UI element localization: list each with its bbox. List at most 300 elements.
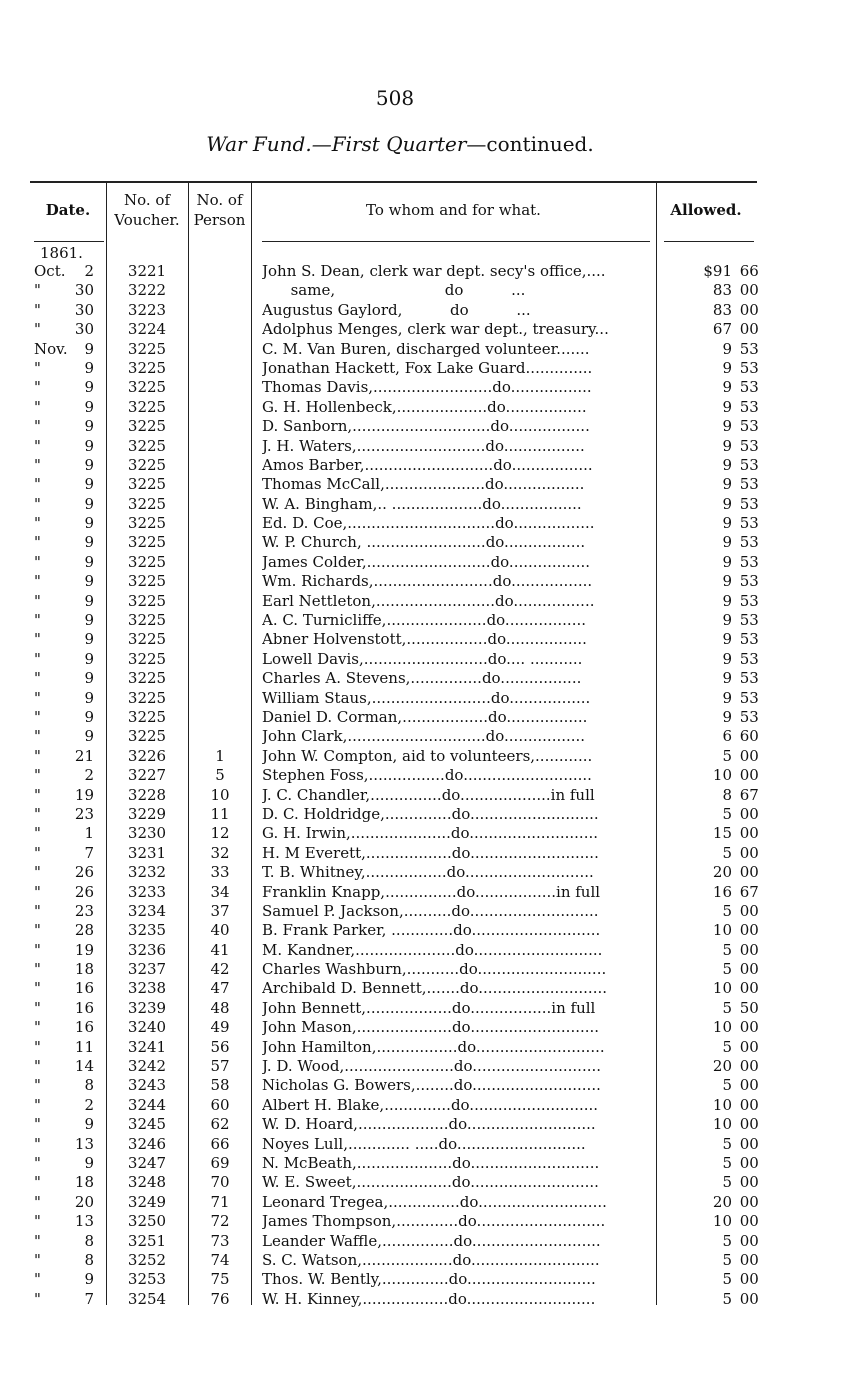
- row-description: Thos. W. Bently,..............do...........................: [262, 1270, 596, 1289]
- row-dollars: 9: [722, 514, 732, 533]
- row-day: 9: [84, 669, 94, 688]
- row-dollars: 9: [722, 475, 732, 494]
- table-row: [0, 960, 857, 979]
- row-day: 9: [84, 707, 94, 726]
- row-date: [34, 1193, 96, 1212]
- row-month: ": [34, 591, 41, 610]
- row-day: 9: [84, 1115, 94, 1134]
- row-day: 11: [74, 1037, 94, 1056]
- row-day: 9: [84, 572, 94, 591]
- table-row: [0, 1212, 857, 1231]
- row-day: 8: [84, 1250, 94, 1269]
- row-description: Thomas McCall,.....................do.................: [262, 475, 585, 494]
- row-person: 37: [210, 901, 230, 920]
- row-day: 9: [84, 688, 94, 707]
- table-row: [0, 262, 857, 281]
- row-person: 5: [215, 766, 225, 785]
- row-day: 9: [84, 591, 94, 610]
- table-row: [0, 495, 857, 514]
- row-month: ": [34, 843, 41, 862]
- table-row: [0, 1115, 857, 1134]
- row-day: 18: [74, 960, 94, 979]
- row-date: [34, 1212, 96, 1231]
- page-number: 508: [375, 86, 415, 110]
- row-description: Leonard Tregea,...............do...........................: [262, 1192, 607, 1211]
- row-dollars: 10: [712, 1095, 732, 1114]
- row-voucher: 3226: [127, 746, 167, 765]
- row-date: [34, 1154, 96, 1173]
- row-dollars: 5: [722, 1270, 732, 1289]
- row-dollars: 5: [722, 998, 732, 1017]
- row-date: [34, 1290, 96, 1309]
- row-day: 16: [74, 1018, 94, 1037]
- table-row: [0, 747, 857, 766]
- row-month: ": [34, 494, 41, 513]
- row-voucher: 3253: [127, 1270, 167, 1289]
- row-cents: 00: [739, 1076, 759, 1095]
- table-row: [0, 863, 857, 882]
- row-cents: 53: [739, 707, 759, 726]
- table-row: [0, 979, 857, 998]
- row-month: ": [34, 417, 41, 436]
- row-cents: 00: [739, 320, 759, 339]
- row-day: 14: [74, 1057, 94, 1076]
- row-allowed: [672, 1115, 757, 1134]
- row-voucher: 3225: [127, 552, 167, 571]
- row-month: ": [34, 979, 41, 998]
- row-allowed: [672, 1212, 757, 1231]
- row-cents: 67: [739, 882, 759, 901]
- row-month: ": [34, 940, 41, 959]
- row-person: 33: [210, 863, 230, 882]
- row-allowed: [672, 1057, 757, 1076]
- row-cents: 53: [739, 611, 759, 630]
- row-person: 49: [210, 1018, 230, 1037]
- table-row: [0, 1173, 857, 1192]
- table-row: [0, 1038, 857, 1057]
- row-voucher: 3225: [127, 475, 167, 494]
- row-description: Charles Washburn,...........do...........................: [262, 960, 607, 979]
- row-month: ": [34, 766, 41, 785]
- row-description: James Colder,..........................do.................: [262, 552, 590, 571]
- row-day: 1: [84, 824, 94, 843]
- row-month: ": [34, 1095, 41, 1114]
- row-voucher: 3221: [127, 262, 167, 280]
- row-month: ": [34, 1134, 41, 1153]
- row-date: [34, 553, 96, 572]
- row-day: 8: [84, 1076, 94, 1095]
- row-dollars: 5: [722, 1173, 732, 1192]
- row-allowed: [672, 863, 757, 882]
- row-date: [34, 437, 96, 456]
- row-person: 48: [210, 998, 230, 1017]
- header-rule: [262, 241, 650, 242]
- row-day: 9: [84, 339, 94, 358]
- row-dollars: 5: [722, 1250, 732, 1269]
- row-cents: 53: [739, 436, 759, 455]
- row-cents: 00: [739, 1115, 759, 1134]
- row-description: J. C. Chandler,...............do...................in full: [262, 785, 595, 804]
- row-voucher: 3227: [127, 766, 167, 785]
- row-dollars: 9: [722, 494, 732, 513]
- row-date: [34, 378, 96, 397]
- row-description: Nicholas G. Bowers,........do...........................: [262, 1076, 601, 1095]
- row-dollars: 20: [712, 1192, 732, 1211]
- table-row: [0, 320, 857, 339]
- table-row: [0, 301, 857, 320]
- row-date: [34, 1173, 96, 1192]
- row-voucher: 3230: [127, 824, 167, 843]
- row-cents: 50: [739, 998, 759, 1017]
- title-continued: —continued.: [466, 132, 594, 156]
- row-description: W. P. Church, .........................do.................: [262, 533, 586, 552]
- row-allowed: [672, 611, 757, 630]
- table-row: [0, 921, 857, 940]
- row-allowed: [672, 359, 757, 378]
- row-voucher: 3223: [127, 300, 167, 319]
- row-month: ": [34, 1212, 41, 1231]
- row-person: 57: [210, 1057, 230, 1076]
- row-day: 9: [84, 475, 94, 494]
- header-rule: [34, 241, 104, 242]
- row-dollars: 5: [722, 804, 732, 823]
- row-month: ": [34, 1173, 41, 1192]
- row-person: 71: [210, 1192, 230, 1211]
- row-month: ": [34, 320, 41, 339]
- row-date: [34, 766, 96, 785]
- row-description: W. E. Sweet,....................do...........................: [262, 1173, 599, 1192]
- row-allowed: [672, 650, 757, 669]
- row-dollars: 8: [722, 785, 732, 804]
- row-cents: 00: [739, 1095, 759, 1114]
- row-description: J. H. Waters,...........................do.................: [262, 436, 585, 455]
- row-month: ": [34, 727, 41, 746]
- row-description: Archibald D. Bennett,.......do...........................: [262, 979, 608, 998]
- row-allowed: [672, 727, 757, 746]
- row-allowed: [672, 786, 757, 805]
- row-day: 16: [74, 979, 94, 998]
- row-voucher: 3225: [127, 397, 167, 416]
- row-date: [34, 999, 96, 1018]
- row-dollars: 9: [722, 378, 732, 397]
- row-description: Charles A. Stevens,...............do.................: [262, 669, 582, 688]
- row-voucher: 3225: [127, 611, 167, 630]
- row-allowed: [672, 340, 757, 359]
- row-allowed: [672, 824, 757, 843]
- row-dollars: $91: [703, 262, 732, 280]
- row-day: 20: [74, 1192, 94, 1211]
- row-person: 74: [210, 1250, 230, 1269]
- row-month: ": [34, 358, 41, 377]
- row-day: 7: [84, 1289, 94, 1308]
- row-description: Samuel P. Jackson,..........do...........................: [262, 901, 599, 920]
- row-cents: 00: [739, 901, 759, 920]
- row-date: [34, 456, 96, 475]
- row-day: 9: [84, 552, 94, 571]
- row-allowed: [672, 766, 757, 785]
- row-cents: 00: [739, 1018, 759, 1037]
- row-allowed: [672, 979, 757, 998]
- table-row: [0, 650, 857, 669]
- row-day: 9: [84, 1153, 94, 1172]
- row-date: [34, 650, 96, 669]
- row-cents: 67: [739, 785, 759, 804]
- row-description: W. H. Kinney,..................do...........................: [262, 1289, 596, 1308]
- row-day: 30: [74, 320, 94, 339]
- row-voucher: 3225: [127, 649, 167, 668]
- row-cents: 53: [739, 397, 759, 416]
- row-voucher: 3225: [127, 378, 167, 397]
- row-date: [34, 514, 96, 533]
- row-dollars: 9: [722, 339, 732, 358]
- row-date: [34, 786, 96, 805]
- table-row: [0, 359, 857, 378]
- row-allowed: [672, 960, 757, 979]
- row-dollars: 9: [722, 707, 732, 726]
- row-voucher: 3231: [127, 843, 167, 862]
- row-day: 13: [74, 1134, 94, 1153]
- row-day: 30: [74, 300, 94, 319]
- row-date: [34, 301, 96, 320]
- row-person: 60: [210, 1095, 230, 1114]
- table-row: [0, 727, 857, 746]
- row-month: ": [34, 824, 41, 843]
- row-dollars: 5: [722, 1037, 732, 1056]
- row-person: 12: [210, 824, 230, 843]
- row-date: [34, 281, 96, 300]
- row-day: 9: [84, 514, 94, 533]
- row-month: ": [34, 533, 41, 552]
- row-voucher: 3225: [127, 707, 167, 726]
- row-day: 28: [74, 921, 94, 940]
- row-date: [34, 475, 96, 494]
- table-row: [0, 378, 857, 397]
- row-voucher: 3248: [127, 1173, 167, 1192]
- row-month: ": [34, 281, 41, 300]
- row-description: same, do ...: [262, 281, 526, 300]
- row-allowed: [672, 1270, 757, 1289]
- row-month: ": [34, 1289, 41, 1308]
- row-person: 62: [210, 1115, 230, 1134]
- row-day: 9: [84, 1270, 94, 1289]
- row-description: W. D. Hoard,...................do...........................: [262, 1115, 596, 1134]
- row-date: [34, 1115, 96, 1134]
- row-date: [34, 1038, 96, 1057]
- year-label: 1861.: [40, 244, 83, 262]
- row-date: [34, 1018, 96, 1037]
- row-date: [34, 417, 96, 436]
- row-dollars: 9: [722, 688, 732, 707]
- row-voucher: 3228: [127, 785, 167, 804]
- row-dollars: 10: [712, 766, 732, 785]
- row-day: 2: [84, 262, 94, 280]
- row-description: Wm. Richards,.........................do.................: [262, 572, 593, 591]
- row-dollars: 9: [722, 591, 732, 610]
- row-allowed: [672, 708, 757, 727]
- row-cents: 53: [739, 514, 759, 533]
- row-month: Nov.: [34, 339, 68, 358]
- row-voucher: 3236: [127, 940, 167, 959]
- row-month: ": [34, 436, 41, 455]
- row-cents: 53: [739, 630, 759, 649]
- row-dollars: 5: [722, 960, 732, 979]
- header-voucher-line2: Voucher.: [114, 211, 180, 229]
- row-dollars: 5: [722, 1153, 732, 1172]
- row-description: Ed. D. Coe,...............................do.................: [262, 514, 595, 533]
- row-dollars: 5: [722, 746, 732, 765]
- row-date: [34, 747, 96, 766]
- table-row: [0, 630, 857, 649]
- row-allowed: [672, 1038, 757, 1057]
- row-day: 9: [84, 533, 94, 552]
- row-month: ": [34, 1231, 41, 1250]
- row-cents: 00: [739, 1289, 759, 1308]
- row-day: 9: [84, 494, 94, 513]
- row-voucher: 3225: [127, 572, 167, 591]
- row-allowed: [672, 902, 757, 921]
- row-voucher: 3225: [127, 514, 167, 533]
- row-dollars: 10: [712, 1212, 732, 1231]
- table-row: [0, 1135, 857, 1154]
- row-voucher: 3241: [127, 1037, 167, 1056]
- row-cents: 00: [739, 1270, 759, 1289]
- row-date: [34, 669, 96, 688]
- row-allowed: [672, 301, 757, 320]
- row-voucher: 3225: [127, 688, 167, 707]
- row-person: 1: [215, 746, 225, 765]
- row-person: 66: [210, 1134, 230, 1153]
- header-person: [188, 190, 251, 230]
- header-description: To whom and for what.: [366, 201, 541, 219]
- row-allowed: [672, 883, 757, 902]
- row-description: B. Frank Parker, .............do...........................: [262, 921, 601, 940]
- row-month: ": [34, 669, 41, 688]
- row-description: C. M. Van Buren, discharged volunteer.......: [262, 339, 590, 358]
- row-allowed: [672, 921, 757, 940]
- row-voucher: 3239: [127, 998, 167, 1017]
- row-cents: 53: [739, 475, 759, 494]
- row-dollars: 5: [722, 901, 732, 920]
- row-month: Oct.: [34, 262, 66, 280]
- table-row: [0, 572, 857, 591]
- row-allowed: [672, 553, 757, 572]
- row-cents: 00: [739, 766, 759, 785]
- row-allowed: [672, 805, 757, 824]
- table-row: [0, 669, 857, 688]
- row-dollars: 9: [722, 358, 732, 377]
- row-voucher: 3225: [127, 669, 167, 688]
- row-voucher: 3225: [127, 533, 167, 552]
- row-month: ": [34, 649, 41, 668]
- row-dollars: 9: [722, 552, 732, 571]
- row-allowed: [672, 1173, 757, 1192]
- row-person: 42: [210, 960, 230, 979]
- row-day: 13: [74, 1212, 94, 1231]
- row-date: [34, 630, 96, 649]
- row-voucher: 3238: [127, 979, 167, 998]
- row-dollars: 5: [722, 1134, 732, 1153]
- table-row: [0, 611, 857, 630]
- row-allowed: [672, 1018, 757, 1037]
- row-day: 8: [84, 1231, 94, 1250]
- row-date: [34, 1135, 96, 1154]
- row-voucher: 3235: [127, 921, 167, 940]
- table-row: [0, 281, 857, 300]
- row-voucher: 3249: [127, 1192, 167, 1211]
- row-dollars: 5: [722, 1076, 732, 1095]
- row-description: Augustus Gaylord, do ...: [262, 300, 531, 319]
- row-date: [34, 1057, 96, 1076]
- row-dollars: 9: [722, 611, 732, 630]
- table-row: [0, 340, 857, 359]
- row-date: [34, 1096, 96, 1115]
- row-person: 11: [210, 804, 230, 823]
- row-date: [34, 1232, 96, 1251]
- row-month: ": [34, 1037, 41, 1056]
- row-person: 56: [210, 1037, 230, 1056]
- row-date: [34, 262, 96, 281]
- row-description: Jonathan Hackett, Fox Lake Guard..............: [262, 358, 593, 377]
- row-description: Adolphus Menges, clerk war dept., treasury...: [262, 320, 609, 339]
- row-cents: 00: [739, 1192, 759, 1211]
- row-description: Abner Holvenstott,.................do.................: [262, 630, 587, 649]
- row-cents: 53: [739, 649, 759, 668]
- header-person-line2: Person: [193, 211, 246, 229]
- row-dollars: 9: [722, 533, 732, 552]
- row-allowed: [672, 437, 757, 456]
- row-month: ": [34, 475, 41, 494]
- row-date: [34, 359, 96, 378]
- row-voucher: 3225: [127, 591, 167, 610]
- row-allowed: [672, 844, 757, 863]
- row-description: D. Sanborn,.............................do.................: [262, 417, 590, 436]
- row-month: ": [34, 921, 41, 940]
- row-dollars: 9: [722, 455, 732, 474]
- row-description: John W. Compton, aid to volunteers,............: [262, 746, 593, 765]
- row-date: [34, 611, 96, 630]
- row-day: 9: [84, 727, 94, 746]
- row-day: 26: [74, 882, 94, 901]
- row-cents: 53: [739, 552, 759, 571]
- table-row: [0, 1096, 857, 1115]
- table-row: [0, 437, 857, 456]
- row-cents: 00: [739, 1173, 759, 1192]
- row-allowed: [672, 1232, 757, 1251]
- row-description: John Mason,....................do...........................: [262, 1018, 600, 1037]
- row-voucher: 3242: [127, 1057, 167, 1076]
- row-description: John Clark,.............................do.................: [262, 727, 586, 746]
- row-cents: 53: [739, 669, 759, 688]
- row-allowed: [672, 1251, 757, 1270]
- row-person: 40: [210, 921, 230, 940]
- header-person-line1: No. of: [196, 191, 243, 209]
- row-month: ": [34, 901, 41, 920]
- row-dollars: 9: [722, 436, 732, 455]
- row-month: ": [34, 882, 41, 901]
- row-voucher: 3225: [127, 358, 167, 377]
- row-dollars: 16: [712, 882, 732, 901]
- row-voucher: 3234: [127, 901, 167, 920]
- row-description: T. B. Whitney,.................do...........................: [262, 863, 594, 882]
- row-cents: 00: [739, 824, 759, 843]
- row-allowed: [672, 592, 757, 611]
- row-allowed: [672, 669, 757, 688]
- row-cents: 53: [739, 378, 759, 397]
- table-row: [0, 1076, 857, 1095]
- row-month: ": [34, 688, 41, 707]
- table-row: [0, 398, 857, 417]
- row-month: ": [34, 300, 41, 319]
